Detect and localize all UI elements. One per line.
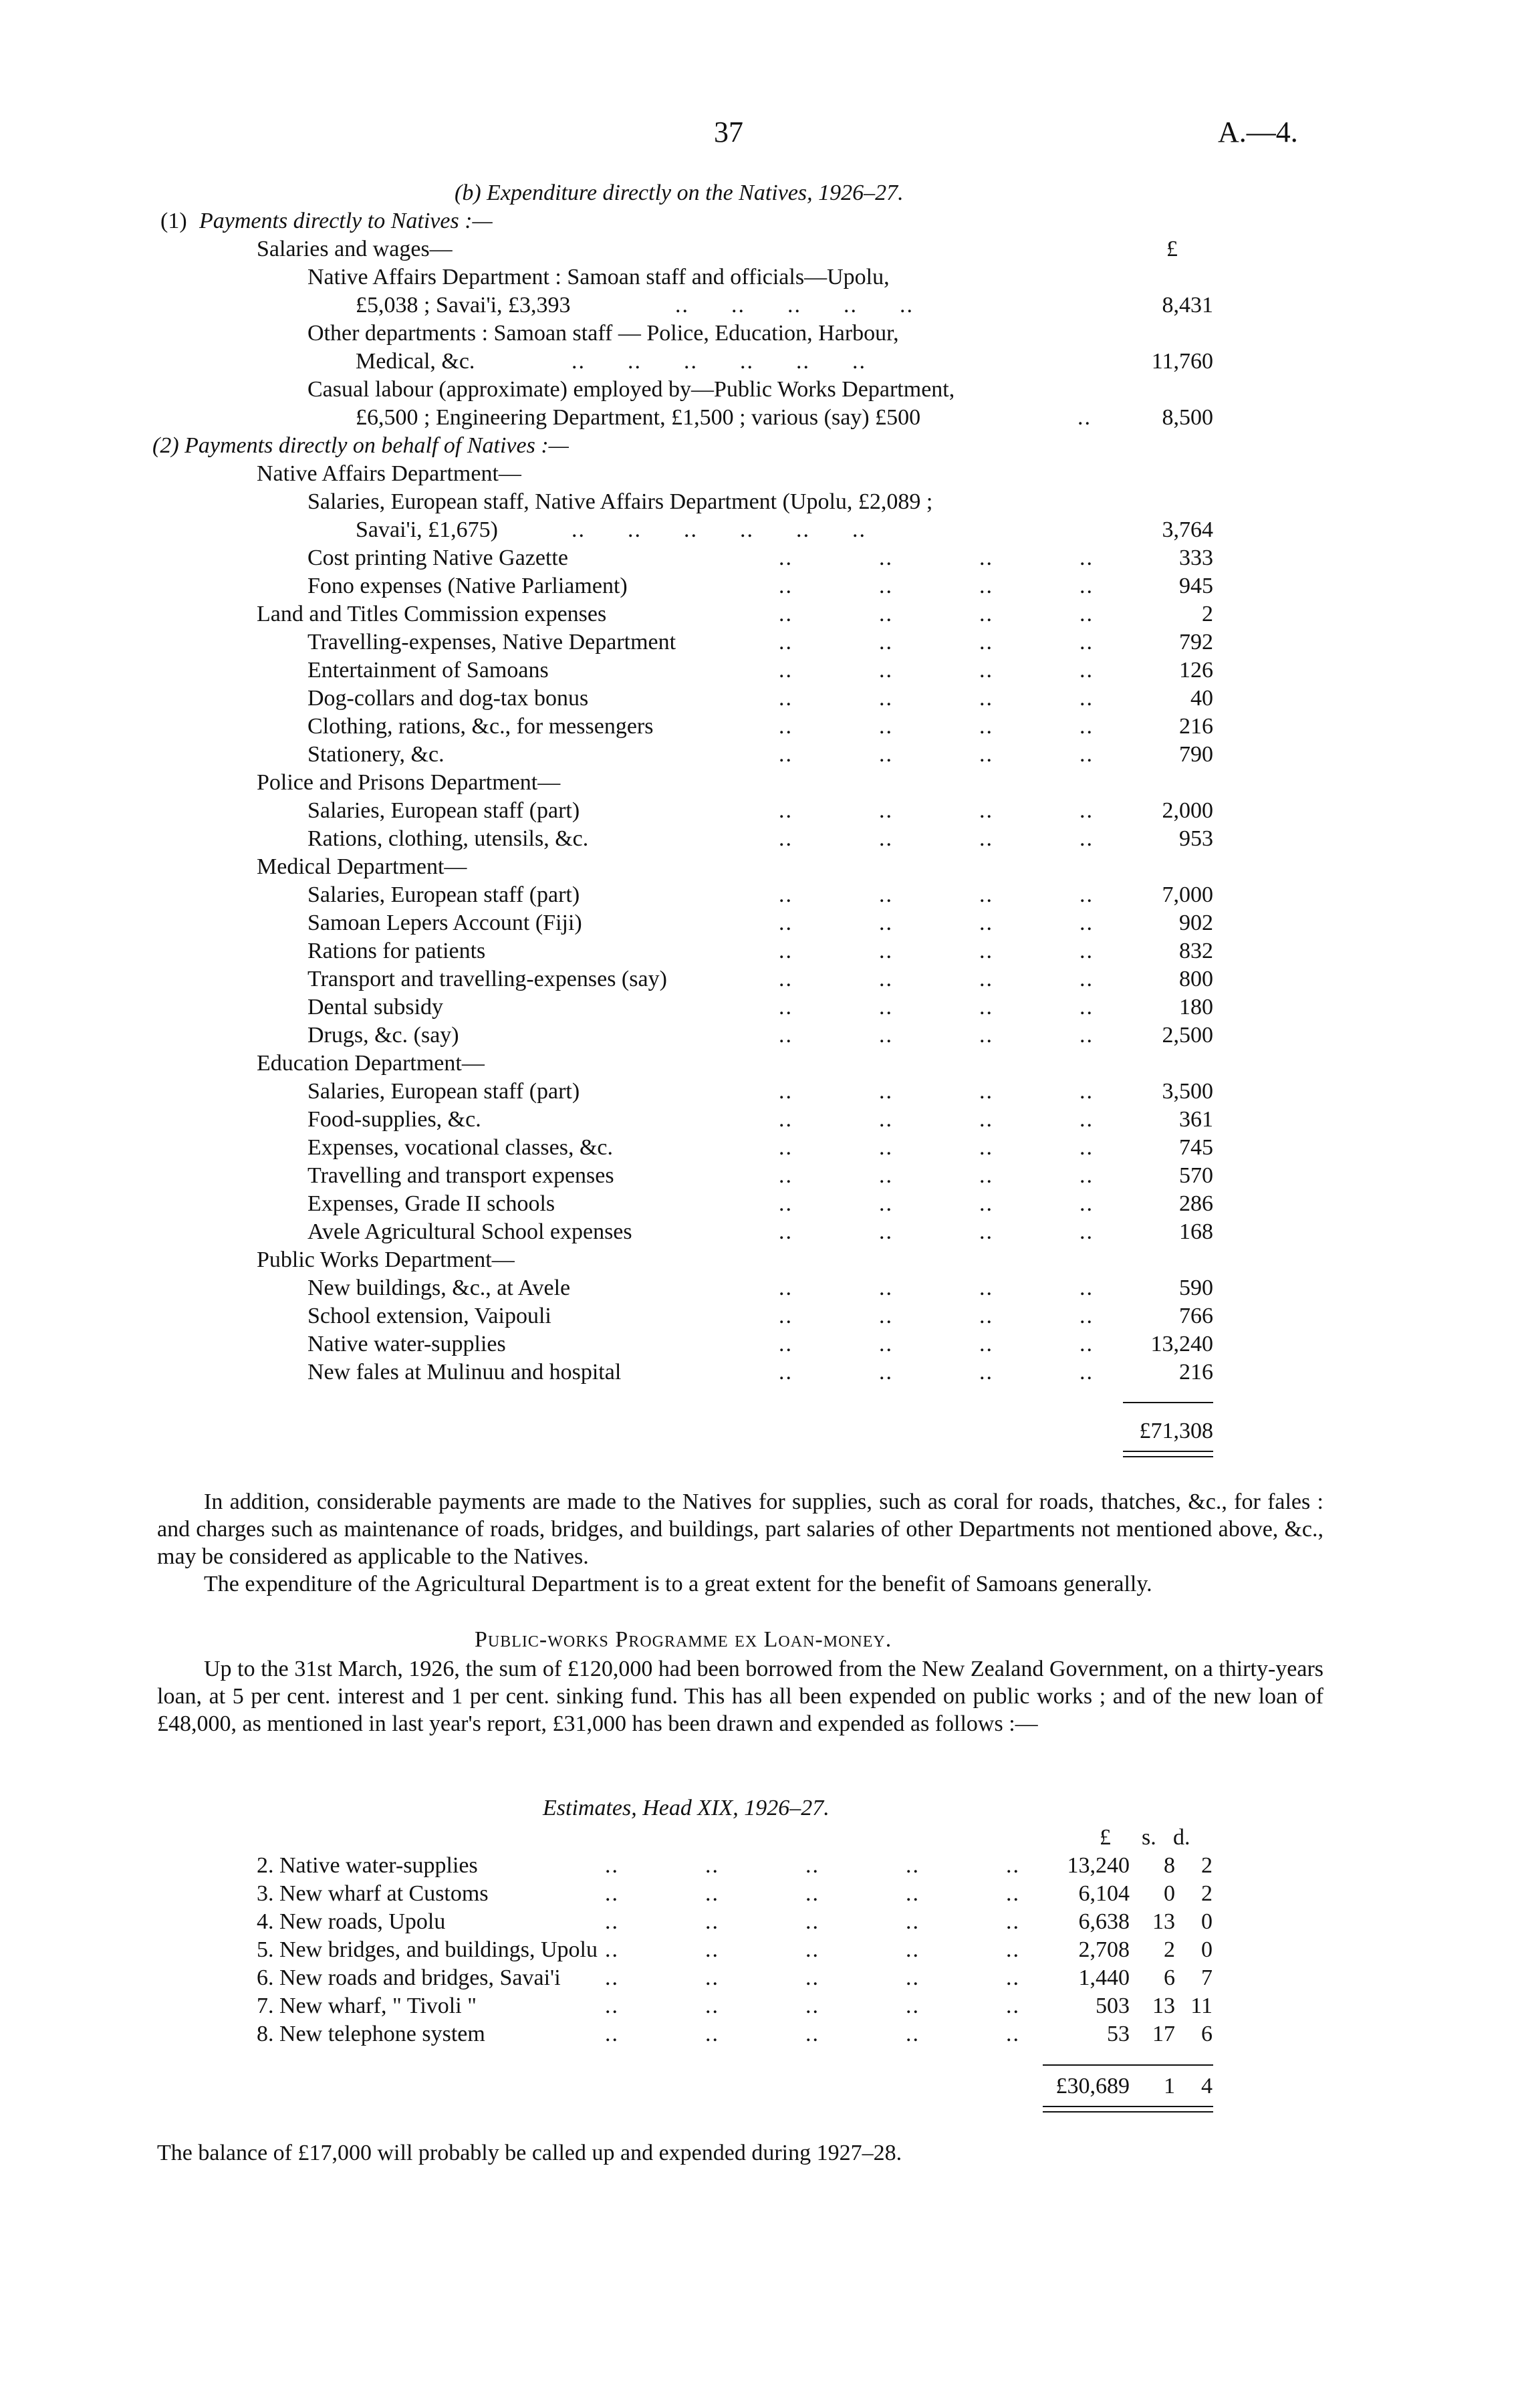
na-salaries-amount: 3,764 bbox=[1162, 517, 1213, 542]
leader-dots: .. bbox=[605, 2022, 619, 2046]
leader-dots: .. bbox=[979, 882, 993, 907]
expenditure-item-label: Police and Prisons Department— bbox=[257, 770, 561, 795]
expenditure-item-amount: 168 bbox=[1179, 1219, 1213, 1244]
expenditure-item-label: Travelling-expenses, Native Department bbox=[307, 630, 676, 654]
leader-dots: .. bbox=[779, 1163, 793, 1188]
leader-dots: .. bbox=[779, 1219, 793, 1244]
leader-dots: .. bbox=[979, 1219, 993, 1244]
expenditure-item-label: Education Department— bbox=[257, 1051, 485, 1076]
leader-dots: .. bbox=[779, 714, 793, 739]
leader-dots: .. bbox=[805, 1853, 819, 1878]
estimates-title: Estimates, Head XIX, 1926–27. bbox=[543, 1796, 830, 1820]
leader-dots: .. bbox=[906, 1853, 920, 1878]
leader-dots: .. bbox=[805, 1881, 819, 1906]
leader-dots: .. bbox=[1080, 1107, 1094, 1132]
estimate-shillings: 8 bbox=[1164, 1853, 1175, 1878]
leader-dots: .. bbox=[779, 939, 793, 963]
estimate-label: 5. New bridges, and buildings, Upolu bbox=[257, 1937, 598, 1962]
leader-dots: .. bbox=[979, 1135, 993, 1160]
expenditure-item-label: Dog-collars and dog-tax bonus bbox=[307, 686, 589, 711]
leader-dots: .. bbox=[1080, 995, 1094, 1019]
expenditure-item-label: Expenses, vocational classes, &c. bbox=[307, 1135, 613, 1160]
leader-dots: .. bbox=[879, 939, 893, 963]
leader-dots: .. bbox=[605, 1853, 619, 1878]
leader-dots: .. bbox=[805, 1965, 819, 1990]
leader-dots: .. bbox=[1080, 826, 1094, 851]
expenditure-item-label: New fales at Mulinuu and hospital bbox=[307, 1360, 622, 1384]
leader-dots: .. bbox=[979, 658, 993, 683]
expenditure-item-label: Native water-supplies bbox=[307, 1332, 506, 1356]
leader-dots: .. bbox=[705, 1937, 719, 1962]
estimate-label: 6. New roads and bridges, Savai'i bbox=[257, 1965, 561, 1990]
leader-dots: .. bbox=[879, 1219, 893, 1244]
document-reference: A.—4. bbox=[1218, 116, 1298, 148]
estimate-label: 3. New wharf at Customs bbox=[257, 1881, 489, 1906]
part2-heading: (2) Payments directly on behalf of Natives :— bbox=[152, 433, 569, 458]
other-depts-line1: Other departments : Samoan staff — Police, Education, Harbour, bbox=[307, 321, 899, 346]
page-number: 37 bbox=[714, 116, 743, 148]
estimate-shillings: 6 bbox=[1164, 1965, 1175, 1990]
leader-dots: .. bbox=[779, 1023, 793, 1048]
estimate-pence: 2 bbox=[1201, 1881, 1213, 1906]
expenditure-item-label: Salaries, European staff (part) bbox=[307, 798, 580, 823]
leader-dots: .. bbox=[779, 574, 793, 598]
leader-dots: .. bbox=[879, 1191, 893, 1216]
expenditure-item-label: Samoan Lepers Account (Fiji) bbox=[307, 911, 582, 935]
col-pounds-header: £ bbox=[1100, 1825, 1111, 1850]
leader-dots: .. bbox=[879, 1304, 893, 1328]
estimates-total-pence: 4 bbox=[1201, 2074, 1213, 2098]
leader-dots: .. bbox=[879, 967, 893, 991]
estimate-pounds: 6,638 bbox=[1078, 1909, 1130, 1934]
section-total: £71,308 bbox=[1139, 1419, 1213, 1443]
expenditure-item-amount: 2,000 bbox=[1162, 798, 1213, 823]
expenditure-item-amount: 590 bbox=[1179, 1276, 1213, 1300]
leader-dots: .. bbox=[779, 1276, 793, 1300]
public-works-heading: Public-works Programme ex Loan-money. bbox=[475, 1627, 892, 1652]
total-double-rule-top bbox=[1123, 1451, 1213, 1452]
estimate-shillings: 0 bbox=[1164, 1881, 1175, 1906]
leader-dots: .. bbox=[779, 798, 793, 823]
expenditure-item-label: Clothing, rations, &c., for messengers bbox=[307, 714, 654, 739]
leader-dots: .. bbox=[779, 630, 793, 654]
leader-dots: .. bbox=[705, 1965, 719, 1990]
leader-dots: .. bbox=[1080, 882, 1094, 907]
estimates-total-pounds: £30,689 bbox=[1055, 2074, 1130, 2098]
leader-dots: .. bbox=[979, 742, 993, 767]
expenditure-item-amount: 790 bbox=[1179, 742, 1213, 767]
leader-dots: .. bbox=[779, 911, 793, 935]
leader-dots: .. bbox=[1006, 1965, 1020, 1990]
leader-dots: .. bbox=[979, 911, 993, 935]
leader-dots: .. bbox=[779, 658, 793, 683]
leader-dots: .. bbox=[779, 602, 793, 626]
expenditure-item-amount: 361 bbox=[1179, 1107, 1213, 1132]
expenditure-item-label: Public Works Department— bbox=[257, 1247, 515, 1272]
leader-dots: .. bbox=[906, 1881, 920, 1906]
leader-dots: .. bbox=[779, 995, 793, 1019]
estimates-double-rule-top bbox=[1043, 2106, 1213, 2107]
leader-dots: .. bbox=[879, 1163, 893, 1188]
leader-dots: .. bbox=[879, 630, 893, 654]
expenditure-item-amount: 766 bbox=[1179, 1304, 1213, 1328]
estimates-double-rule-bottom bbox=[1043, 2111, 1213, 2113]
leader-dots: .. bbox=[1080, 911, 1094, 935]
leader-dots: .. bbox=[1080, 967, 1094, 991]
leader-dots: .. bbox=[1080, 714, 1094, 739]
leader-dots: .. bbox=[879, 1107, 893, 1132]
leader-dots: .. bbox=[605, 1881, 619, 1906]
leader-dots: .. bbox=[779, 686, 793, 711]
leader-dots: .. bbox=[879, 742, 893, 767]
leader-dots: .. bbox=[705, 1909, 719, 1934]
leader-dots: .. bbox=[979, 826, 993, 851]
leader-dots: .. bbox=[979, 1360, 993, 1384]
leader-dots: .. bbox=[979, 967, 993, 991]
leader-dots: .. bbox=[1080, 630, 1094, 654]
expenditure-item-label: Stationery, &c. bbox=[307, 742, 444, 767]
leader-dots: .. bbox=[879, 1332, 893, 1356]
leader-dots: .. bbox=[979, 714, 993, 739]
estimate-pounds: 2,708 bbox=[1078, 1937, 1130, 1962]
casual-labour-amount: 8,500 bbox=[1162, 405, 1213, 430]
leader-dots: .. bbox=[1080, 1023, 1094, 1048]
leader-dots: .. bbox=[979, 1304, 993, 1328]
leader-dots: .. .. .. .. .. .. bbox=[572, 349, 866, 374]
leader-dots: .. bbox=[605, 1909, 619, 1934]
expenditure-item-label: Fono expenses (Native Parliament) bbox=[307, 574, 628, 598]
expenditure-item-label: Travelling and transport expenses bbox=[307, 1163, 614, 1188]
estimate-shillings: 2 bbox=[1164, 1937, 1175, 1962]
estimate-pounds: 503 bbox=[1096, 1994, 1130, 2018]
expenditure-item-label: Rations for patients bbox=[307, 939, 486, 963]
paragraph-agricultural: The expenditure of the Agricultural Department is to a great extent for the benefit of Samoans generally. bbox=[204, 1572, 1152, 1596]
leader-dots: .. bbox=[1080, 1163, 1094, 1188]
expenditure-item-amount: 40 bbox=[1190, 686, 1213, 711]
expenditure-item-amount: 216 bbox=[1179, 1360, 1213, 1384]
currency-symbol: £ bbox=[1166, 237, 1178, 261]
leader-dots: .. bbox=[879, 995, 893, 1019]
leader-dots: .. bbox=[979, 798, 993, 823]
expenditure-item-amount: 3,500 bbox=[1162, 1079, 1213, 1104]
leader-dots: .. bbox=[605, 1965, 619, 1990]
expenditure-item-amount: 570 bbox=[1179, 1163, 1213, 1188]
leader-dots: .. bbox=[979, 1023, 993, 1048]
expenditure-item-label: Avele Agricultural School expenses bbox=[307, 1219, 632, 1244]
other-depts-amount: 11,760 bbox=[1151, 349, 1213, 374]
estimate-pounds: 13,240 bbox=[1067, 1853, 1130, 1878]
estimate-pence: 6 bbox=[1201, 2022, 1213, 2046]
expenditure-item-amount: 953 bbox=[1179, 826, 1213, 851]
na-salaries-line1: Salaries, European staff, Native Affairs Department (Upolu, £2,089 ; bbox=[307, 489, 933, 514]
expenditure-item-label: Dental subsidy bbox=[307, 995, 444, 1019]
leader-dots: .. bbox=[979, 1163, 993, 1188]
leader-dots: .. bbox=[879, 574, 893, 598]
part1-heading: Payments directly to Natives :— bbox=[199, 209, 493, 233]
expenditure-item-label: Land and Titles Commission expenses bbox=[257, 602, 607, 626]
leader-dots: .. bbox=[1080, 1219, 1094, 1244]
estimate-shillings: 13 bbox=[1152, 1909, 1175, 1934]
expenditure-item-amount: 2 bbox=[1202, 602, 1213, 626]
leader-dots: .. bbox=[779, 1135, 793, 1160]
leader-dots: .. bbox=[979, 1107, 993, 1132]
leader-dots: .. bbox=[879, 882, 893, 907]
leader-dots: .. bbox=[979, 602, 993, 626]
estimates-total-rule bbox=[1043, 2064, 1213, 2066]
leader-dots: .. bbox=[1080, 546, 1094, 570]
leader-dots: .. bbox=[1080, 798, 1094, 823]
paragraph-loan: Up to the 31st March, 1926, the sum of £120,000 had been borrowed from the New Zealand Government, on a thirty-years loan, at 5 per cent. interest and 1 per cent. sinking fund. This has all been expended on public works ; and of the new loan of £48,000, as mentioned in last year's report, £31,000 has been drawn and expended as follows :— bbox=[157, 1657, 1323, 1736]
casual-labour-line2: £6,500 ; Engineering Department, £1,500 ; various (say) £500 bbox=[356, 405, 921, 430]
leader-dots: .. bbox=[1006, 2022, 1020, 2046]
part1-number: (1) bbox=[160, 209, 187, 233]
expenditure-item-label: Entertainment of Samoans bbox=[307, 658, 549, 683]
expenditure-item-label: Cost printing Native Gazette bbox=[307, 546, 568, 570]
leader-dots: .. bbox=[879, 826, 893, 851]
leader-dots: .. bbox=[779, 967, 793, 991]
na-salaries-line2: Savai'i, £1,675) bbox=[356, 517, 498, 542]
leader-dots: .. bbox=[1080, 602, 1094, 626]
estimate-pence: 7 bbox=[1201, 1965, 1213, 1990]
leader-dots: .. bbox=[979, 939, 993, 963]
leader-dots: .. bbox=[979, 1191, 993, 1216]
leader-dots: .. bbox=[779, 742, 793, 767]
expenditure-item-amount: 13,240 bbox=[1150, 1332, 1213, 1356]
total-double-rule-bottom bbox=[1123, 1456, 1213, 1457]
leader-dots: .. bbox=[805, 1937, 819, 1962]
expenditure-item-amount: 792 bbox=[1179, 630, 1213, 654]
native-affairs-line2: £5,038 ; Savai'i, £3,393 bbox=[356, 293, 571, 318]
total-rule bbox=[1123, 1402, 1213, 1403]
leader-dots: .. bbox=[705, 1881, 719, 1906]
expenditure-item-label: Expenses, Grade II schools bbox=[307, 1191, 555, 1216]
leader-dots: .. bbox=[879, 714, 893, 739]
leader-dots: .. bbox=[1080, 742, 1094, 767]
expenditure-item-amount: 745 bbox=[1179, 1135, 1213, 1160]
expenditure-item-amount: 7,000 bbox=[1162, 882, 1213, 907]
expenditure-item-amount: 2,500 bbox=[1162, 1023, 1213, 1048]
leader-dots: .. bbox=[779, 1304, 793, 1328]
expenditure-item-amount: 333 bbox=[1179, 546, 1213, 570]
leader-dots: .. bbox=[879, 602, 893, 626]
leader-dots: .. bbox=[1006, 1909, 1020, 1934]
estimate-pence: 11 bbox=[1190, 1994, 1213, 2018]
leader-dots: .. bbox=[1080, 1332, 1094, 1356]
expenditure-item-label: Drugs, &c. (say) bbox=[307, 1023, 459, 1048]
leader-dots: .. bbox=[1077, 405, 1092, 430]
estimate-label: 4. New roads, Upolu bbox=[257, 1909, 446, 1934]
estimate-label: 2. Native water-supplies bbox=[257, 1853, 478, 1878]
col-pence-header: d. bbox=[1173, 1825, 1190, 1850]
leader-dots: .. bbox=[705, 1853, 719, 1878]
expenditure-item-label: New buildings, &c., at Avele bbox=[307, 1276, 571, 1300]
leader-dots: .. .. .. .. .. .. bbox=[572, 517, 866, 542]
leader-dots: .. bbox=[979, 630, 993, 654]
expenditure-item-label: Food-supplies, &c. bbox=[307, 1107, 481, 1132]
leader-dots: .. bbox=[906, 1937, 920, 1962]
na-dept-heading: Native Affairs Department— bbox=[257, 461, 521, 486]
expenditure-item-amount: 945 bbox=[1179, 574, 1213, 598]
leader-dots: .. bbox=[605, 1994, 619, 2018]
leader-dots: .. bbox=[879, 1360, 893, 1384]
estimate-pence: 0 bbox=[1201, 1909, 1213, 1934]
leader-dots: .. bbox=[879, 658, 893, 683]
leader-dots: .. bbox=[779, 1191, 793, 1216]
expenditure-item-amount: 180 bbox=[1179, 995, 1213, 1019]
leader-dots: .. bbox=[1080, 1191, 1094, 1216]
expenditure-item-amount: 126 bbox=[1179, 658, 1213, 683]
salaries-heading: Salaries and wages— bbox=[257, 237, 453, 261]
col-shillings-header: s. bbox=[1142, 1825, 1156, 1850]
expenditure-item-amount: 216 bbox=[1179, 714, 1213, 739]
section-title: (b) Expenditure directly on the Natives, 1926–27. bbox=[455, 180, 904, 205]
leader-dots: .. bbox=[906, 1965, 920, 1990]
leader-dots: .. bbox=[1006, 1853, 1020, 1878]
footer-note: The balance of £17,000 will probably be called up and expended during 1927–28. bbox=[157, 2141, 902, 2165]
leader-dots: .. bbox=[779, 1332, 793, 1356]
leader-dots: .. bbox=[805, 1909, 819, 1934]
leader-dots: .. bbox=[805, 2022, 819, 2046]
leader-dots: .. bbox=[879, 798, 893, 823]
estimate-pence: 2 bbox=[1201, 1853, 1213, 1878]
leader-dots: .. bbox=[979, 1332, 993, 1356]
leader-dots: .. bbox=[906, 1909, 920, 1934]
estimate-label: 8. New telephone system bbox=[257, 2022, 485, 2046]
leader-dots: .. bbox=[879, 911, 893, 935]
leader-dots: .. bbox=[879, 546, 893, 570]
expenditure-item-amount: 832 bbox=[1179, 939, 1213, 963]
leader-dots: .. bbox=[1080, 1304, 1094, 1328]
leader-dots: .. bbox=[879, 1276, 893, 1300]
leader-dots: .. bbox=[906, 1994, 920, 2018]
leader-dots: .. bbox=[1080, 939, 1094, 963]
leader-dots: .. bbox=[1080, 574, 1094, 598]
estimate-pence: 0 bbox=[1201, 1937, 1213, 1962]
estimates-total-shillings: 1 bbox=[1164, 2074, 1175, 2098]
leader-dots: .. bbox=[779, 546, 793, 570]
leader-dots: .. bbox=[979, 686, 993, 711]
expenditure-item-label: Medical Department— bbox=[257, 854, 467, 879]
leader-dots: .. bbox=[979, 1079, 993, 1104]
leader-dots: .. bbox=[1080, 658, 1094, 683]
leader-dots: .. bbox=[705, 1994, 719, 2018]
estimate-shillings: 13 bbox=[1152, 1994, 1175, 2018]
leader-dots: .. bbox=[979, 546, 993, 570]
expenditure-item-amount: 800 bbox=[1179, 967, 1213, 991]
leader-dots: .. bbox=[1080, 1360, 1094, 1384]
leader-dots: .. bbox=[1080, 1079, 1094, 1104]
expenditure-item-amount: 286 bbox=[1179, 1191, 1213, 1216]
leader-dots: .. bbox=[879, 686, 893, 711]
leader-dots: .. bbox=[879, 1135, 893, 1160]
expenditure-item-amount: 902 bbox=[1179, 911, 1213, 935]
expenditure-item-label: Salaries, European staff (part) bbox=[307, 882, 580, 907]
expenditure-item-label: School extension, Vaipouli bbox=[307, 1304, 551, 1328]
leader-dots: .. bbox=[879, 1079, 893, 1104]
leader-dots: .. bbox=[879, 1023, 893, 1048]
leader-dots: .. bbox=[1080, 686, 1094, 711]
leader-dots: .. bbox=[779, 1079, 793, 1104]
expenditure-item-label: Transport and travelling-expenses (say) bbox=[307, 967, 667, 991]
leader-dots: .. bbox=[779, 882, 793, 907]
estimate-shillings: 17 bbox=[1152, 2022, 1175, 2046]
leader-dots: .. bbox=[705, 2022, 719, 2046]
leader-dots: .. bbox=[779, 1360, 793, 1384]
leader-dots: .. bbox=[979, 995, 993, 1019]
leader-dots: .. .. .. .. .. bbox=[675, 293, 914, 318]
leader-dots: .. bbox=[779, 826, 793, 851]
leader-dots: .. bbox=[979, 574, 993, 598]
leader-dots: .. bbox=[979, 1276, 993, 1300]
native-affairs-amount: 8,431 bbox=[1162, 293, 1213, 318]
leader-dots: .. bbox=[906, 2022, 920, 2046]
leader-dots: .. bbox=[779, 1107, 793, 1132]
leader-dots: .. bbox=[1080, 1135, 1094, 1160]
other-depts-line2: Medical, &c. bbox=[356, 349, 475, 374]
paragraph-supplies: In addition, considerable payments are made to the Natives for supplies, such as coral for roads, thatches, &c., for fales : and charges such as maintenance of roads, bridges, and buildings, part salaries of other Departments not mentioned above, &c., may be considered as applicable to the Natives. bbox=[157, 1489, 1323, 1569]
expenditure-item-label: Salaries, European staff (part) bbox=[307, 1079, 580, 1104]
native-affairs-line1: Native Affairs Department : Samoan staff and officials—Upolu, bbox=[307, 265, 890, 289]
leader-dots: .. bbox=[1006, 1937, 1020, 1962]
leader-dots: .. bbox=[805, 1994, 819, 2018]
expenditure-item-label: Rations, clothing, utensils, &c. bbox=[307, 826, 589, 851]
leader-dots: .. bbox=[1006, 1881, 1020, 1906]
estimate-pounds: 6,104 bbox=[1078, 1881, 1130, 1906]
casual-labour-line1: Casual labour (approximate) employed by—Public Works Department, bbox=[307, 377, 955, 402]
leader-dots: .. bbox=[1006, 1994, 1020, 2018]
leader-dots: .. bbox=[1080, 1276, 1094, 1300]
estimate-pounds: 53 bbox=[1107, 2022, 1130, 2046]
estimate-label: 7. New wharf, " Tivoli " bbox=[257, 1994, 477, 2018]
estimate-pounds: 1,440 bbox=[1078, 1965, 1130, 1990]
leader-dots: .. bbox=[605, 1937, 619, 1962]
